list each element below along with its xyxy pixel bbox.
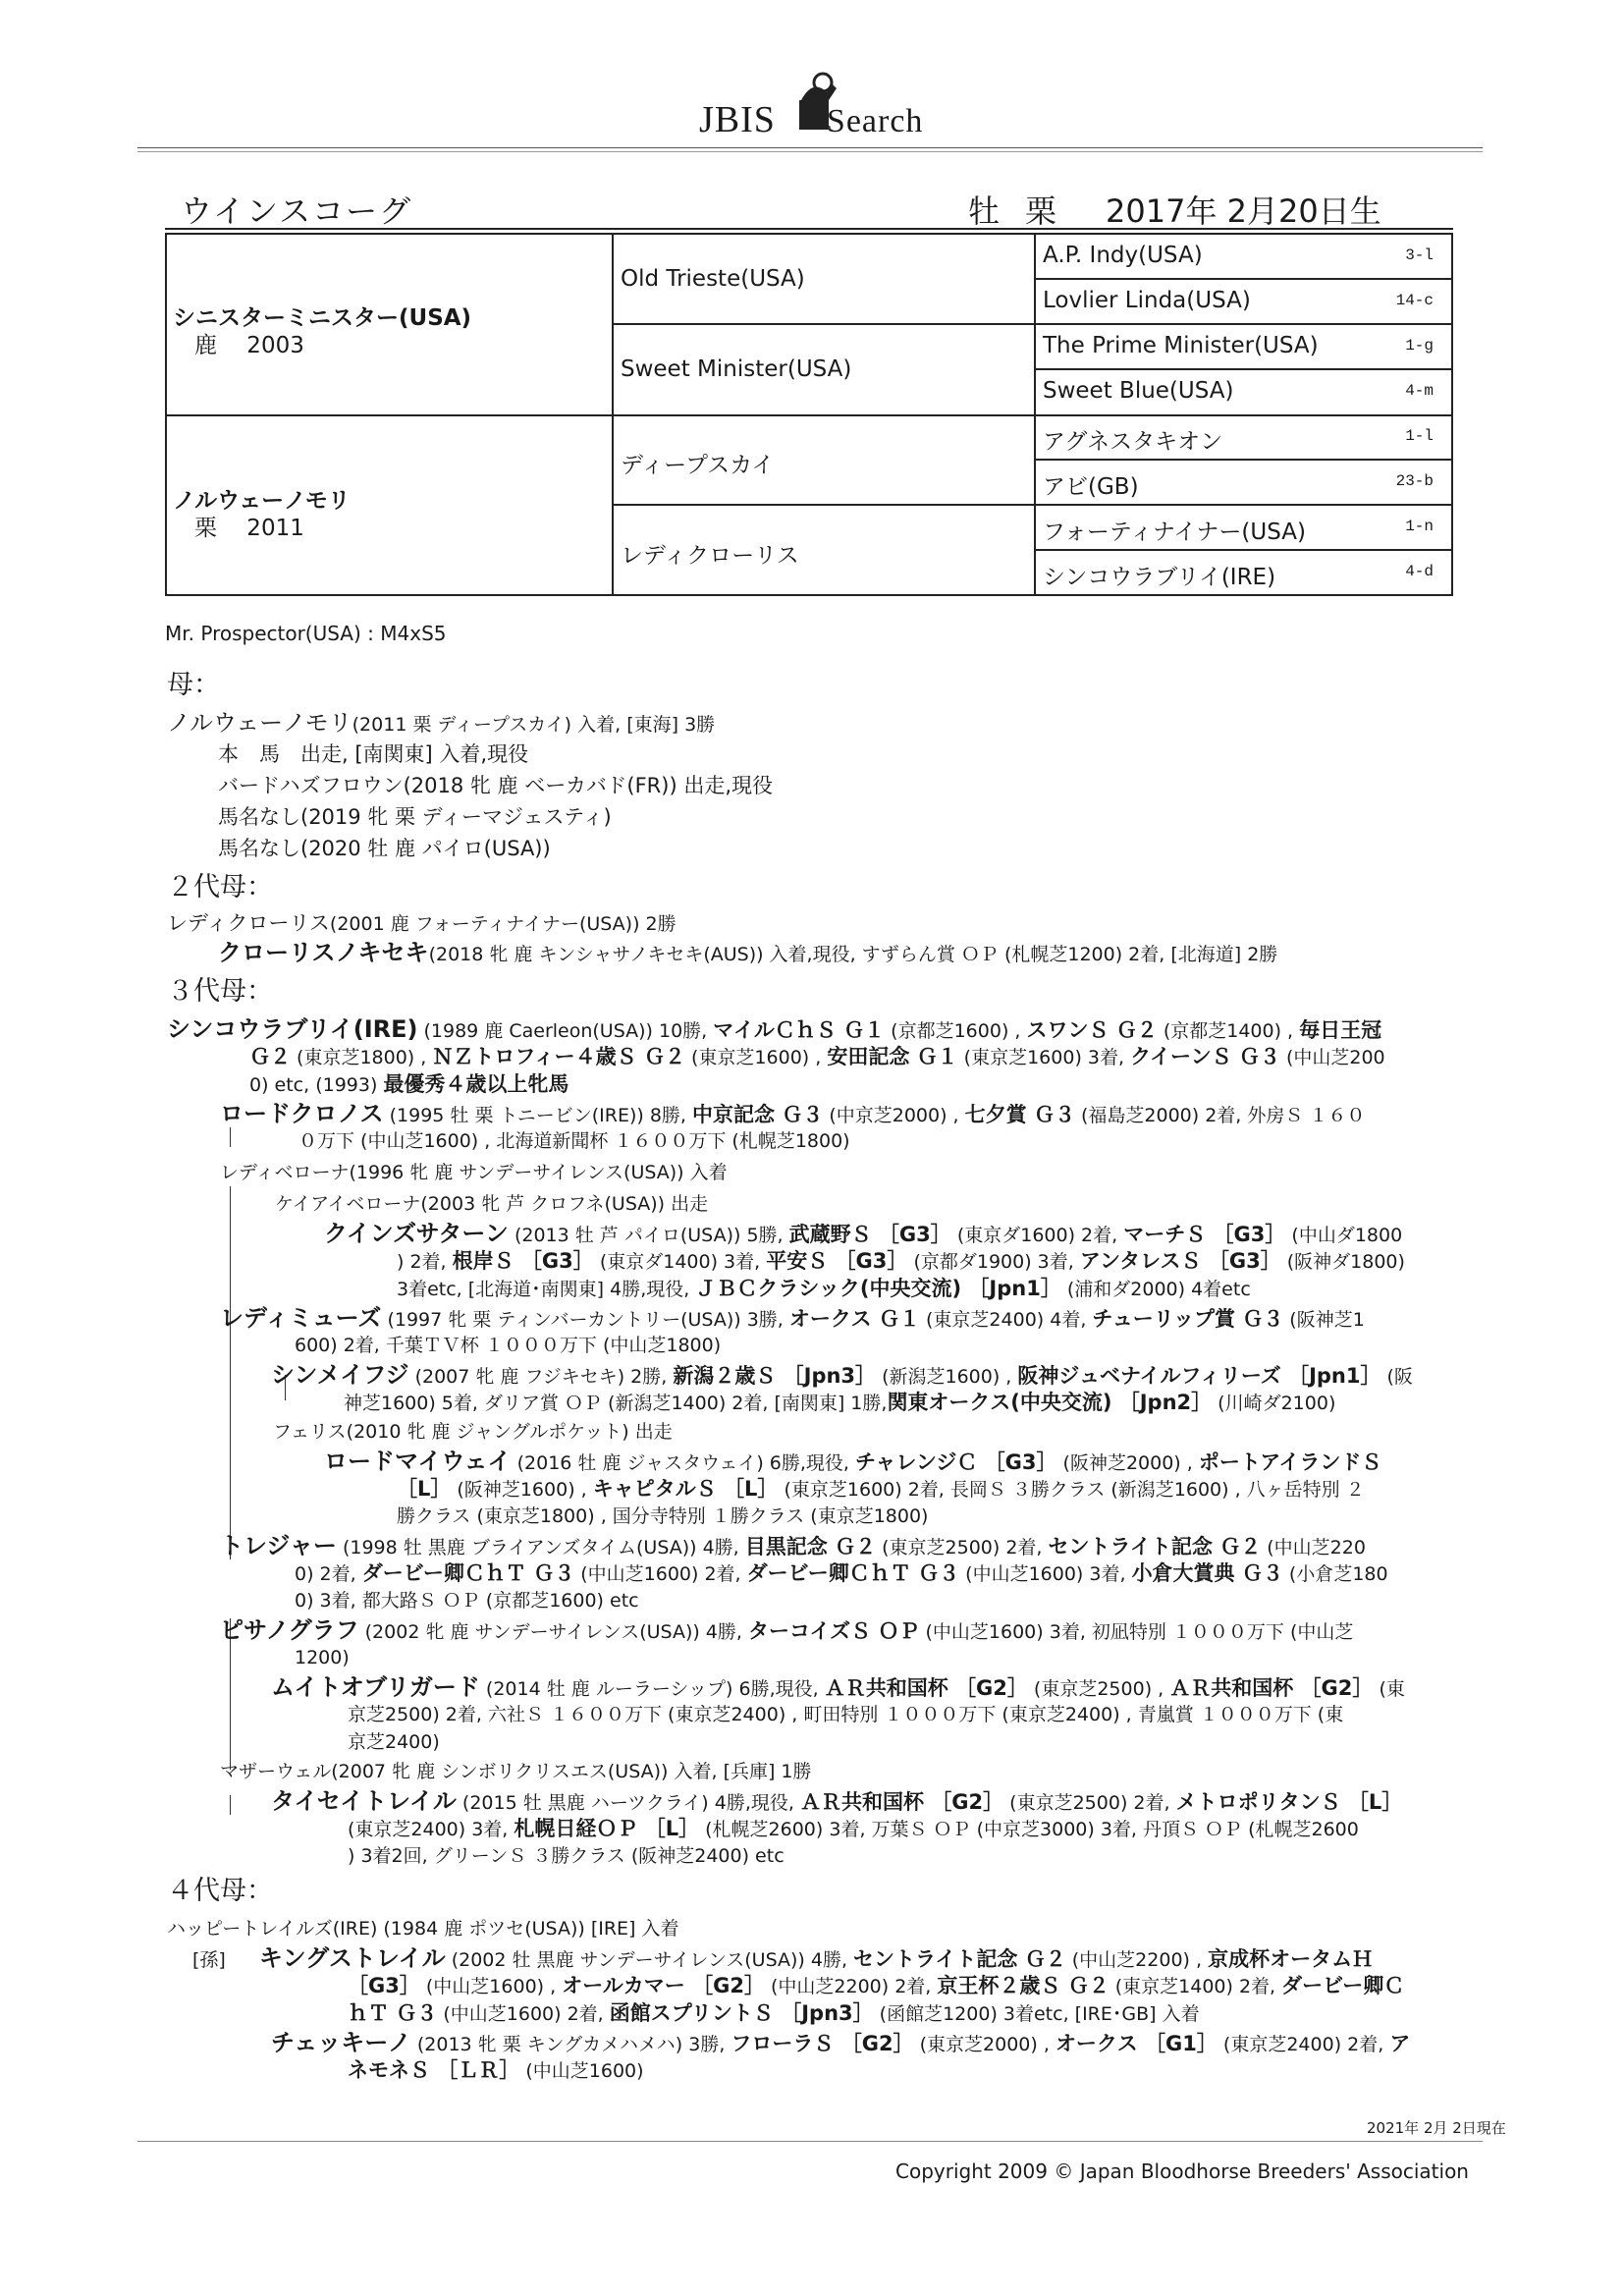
family-number: 1-g: [1405, 337, 1434, 355]
logo-text-search: Search: [826, 103, 924, 139]
family-line: ハッピートレイルズ(IRE) (1984 鹿 ポツセ(USA)) [IRE] 入着: [167, 1918, 679, 1940]
section-dam: 母：: [167, 670, 220, 700]
ped-row-divider: [167, 414, 1451, 416]
ped-gen3: [1043, 378, 1445, 404]
family-line: ムイトオブリガード (2014 牡 鹿 ルーラーシップ) 6勝,現役, ＡＲ共和国杯 ［G2］ (東京芝2500) , ＡＲ共和国杯 ［G2］ (東: [271, 1673, 1405, 1701]
ped-row-divider: [614, 504, 1451, 506]
ped-row-divider: [1036, 368, 1451, 370]
dam-info: 栗 2011: [194, 516, 304, 541]
family-line: レディクローリス(2001 鹿 フォーティナイナー(USA)) 2勝: [167, 911, 677, 935]
dam-name: ノルウェーノモリ: [173, 488, 351, 514]
horse-sex: 牡: [968, 192, 1001, 230]
sire-info: 鹿 2003: [194, 333, 304, 358]
family-line: 0) 2着, ダービー卿ＣｈＴ Ｇ３ (中山芝1600) 2着, ダービー卿ＣｈＴ Ｇ３ (中山芝1600) 3着, 小倉大賞典 Ｇ３ (小倉芝180: [295, 1561, 1388, 1585]
family-line: シンメイフジ (2007 牝 鹿 フジキセキ) 2勝, 新潟２歳Ｓ ［Jpn3］ (新潟芝1600) , 阪神ジュベナイルフィリーズ ［Jpn1］ (阪: [271, 1361, 1413, 1389]
family-line: 勝クラス (東京芝1800) , 国分寺特別 １勝クラス (東京芝1800): [397, 1505, 929, 1527]
logo-wordmark: [699, 98, 923, 141]
family-line: クインズサターン (2013 牡 芦 パイロ(USA)) 5勝, 武蔵野Ｓ ［G3］ (東京ダ1600) 2着, マーチＳ ［G3］ (中山ダ1800: [324, 1220, 1403, 1247]
family-line: ［L］ (阪神芝1600) , キャピタルＳ ［L］ (東京芝1600) 2着, 長岡Ｓ ３勝クラス (新潟芝1600) , 八ヶ岳特別 ２: [397, 1477, 1365, 1501]
jbis-search-logo: [699, 61, 945, 149]
family-line: クローリスノキセキ(2018 牝 鹿 キンシャサノキセキ(AUS)) 入着,現役, すずらん賞 ＯＰ (札幌芝1200) 2着, [北海道] 2勝: [218, 939, 1278, 966]
family-line: 0) 3着, 都大路Ｓ ＯＰ (京都芝1600) etc: [295, 1590, 639, 1612]
ped-row-divider: [1036, 278, 1451, 280]
section-3rd-dam: ３代母：: [167, 976, 273, 1007]
ped-gen3-name: アビ(GB): [1043, 474, 1139, 500]
family-line: ０万下 (中山芝1600) , 北海道新聞杯 １６００万下 (札幌芝1800): [298, 1130, 850, 1152]
family-line: レディミューズ (1997 牝 栗 ティンバーカントリー(USA)) 3勝, オークス Ｇ１ (東京芝2400) 4着, チューリップ賞 Ｇ３ (阪神芝1: [220, 1304, 1365, 1332]
family-line: 3着etc, [北海道･南関東] 4勝,現役, ＪＢＣクラシック(中央交流) ［Jpn1］ (浦和ダ2000) 4着etc: [397, 1277, 1251, 1300]
family-line: バードハズフロウン(2018 牝 鹿 ベーカバド(FR)) 出走,現役: [218, 774, 773, 797]
family-line: レディベローナ(1996 牝 鹿 サンデーサイレンス(USA)) 入着: [220, 1162, 728, 1183]
section-2nd-dam: ２代母：: [167, 872, 273, 902]
as-of-date: 2021年 2月 2日現在: [1367, 2119, 1506, 2137]
horse-birth: 2017年 2月20日生: [1106, 192, 1381, 230]
name-rule: [165, 228, 1453, 230]
family-line: ) 2着, 根岸Ｓ ［G3］ (東京ダ1400) 3着, 平安Ｓ ［G3］ (京都ダ1900) 3着, アンタレスＳ ［G3］ (阪神ダ1800): [397, 1249, 1405, 1273]
family-line: ロードクロノス (1995 牡 栗 トニービン(IRE)) 8勝, 中京記念 Ｇ３ (中京芝2000) , 七夕賞 Ｇ３ (福島芝2000) 2着, 外房Ｓ １６０: [220, 1100, 1366, 1127]
family-line: マザーウェル(2007 牝 鹿 シンボリクリスエス(USA)) 入着, [兵庫] 1勝: [220, 1761, 812, 1782]
family-line: [孫] キングストレイル (2002 牡 黒鹿 サンデーサイレンス(USA)) 4勝, セントライト記念 Ｇ２ (中山芝2200) , 京成杯オータムＨ: [192, 1944, 1374, 1972]
family-number: 3-l: [1405, 246, 1434, 264]
family-line: ｈＴ Ｇ３ (中山芝1600) 2着, 函館スプリントＳ ［Jpn3］ (函館芝1200) 3着etc, [IRE･GB] 入着: [348, 2001, 1200, 2025]
logo-text-jbis: JBIS: [699, 99, 776, 140]
ped-gen3: [1043, 514, 1445, 546]
family-line: 1200): [295, 1647, 350, 1668]
family-line: ノルウェーノモリ(2011 栗 ディープスカイ) 入着, [東海] 3勝: [167, 709, 716, 737]
family-line: ケイアイベローナ(2003 牝 芦 クロフネ(USA)) 出走: [275, 1193, 709, 1215]
family-line: ロードマイウェイ (2016 牡 鹿 ジャスタウェイ) 6勝,現役, チャレンジＣ ［G3］ (阪神芝2000) , ポートアイランドＳ: [324, 1448, 1382, 1475]
family-line: シンコウラブリイ(IRE) (1989 鹿 Caerleon(USA)) 10勝, マイルＣｈＳ Ｇ１ (京都芝1600) , スワンＳ Ｇ２ (京都芝1400) , 毎日王冠: [167, 1015, 1382, 1043]
tree-line: [230, 1127, 231, 1147]
inbreeding-note: Mr. Prospector(USA) : M4xS5: [165, 622, 447, 645]
horse-name: ウインスコーグ: [181, 192, 413, 230]
ped-gen2: ディープスカイ: [621, 453, 775, 478]
ped-gen3: [1043, 468, 1445, 501]
ped-row-divider: [614, 323, 1451, 325]
family-line: 神芝1600) 5着, ダリア賞 ＯＰ (新潟芝1400) 2着, [南関東] 1勝,関東オークス(中央交流) ［Jpn2］ (川崎ダ2100): [344, 1391, 1336, 1414]
ped-gen3: [1043, 288, 1445, 313]
family-line: 馬名なし(2020 牡 鹿 パイロ(USA)): [218, 837, 551, 860]
family-line: 600) 2着, 千葉ＴＶ杯 １０００万下 (中山芝1800): [295, 1335, 722, 1356]
ped-row-divider: [1036, 549, 1451, 551]
sire-name: シニスターミニスター(USA): [173, 305, 472, 331]
tree-line: [230, 1186, 231, 1559]
section-4th-dam: ４代母：: [167, 1876, 273, 1906]
family-line: ネモネＳ ［ＬＲ］ (中山芝1600): [348, 2058, 644, 2082]
family-line: ピサノグラフ (2002 牝 鹿 サンデーサイレンス(USA)) 4勝, ターコイズＳ ＯＰ (中山芝1600) 3着, 初凪特別 １０００万下 (中山芝: [220, 1616, 1354, 1644]
family-line: タイセイトレイル (2015 牡 黒鹿 ハーツクライ) 4勝,現役, ＡＲ共和国杯 ［G2］ (東京芝2500) 2着, メトロポリタンＳ ［L］: [271, 1787, 1403, 1815]
family-line: トレジャー (1998 牡 黒鹿 ブライアンズタイム(USA)) 4勝, 目黒記念 Ｇ２ (東京芝2500) 2着, セントライト記念 Ｇ２ (中山芝220: [220, 1532, 1366, 1559]
family-line: フェリス(2010 牝 鹿 ジャングルポケット) 出走: [273, 1421, 673, 1443]
family-line: 馬名なし(2019 牝 栗 ディーマジェスティ): [218, 805, 612, 829]
horse-info: [968, 187, 1381, 232]
family-line: Ｇ２ (東京芝1800) , ＮＺトロフィー４歳Ｓ Ｇ２ (東京芝1600) , 安田記念 Ｇ１ (東京芝1600) 3着, クイーンＳ Ｇ３ (中山芝200: [249, 1045, 1385, 1068]
family-number: 1-l: [1405, 427, 1434, 445]
ped-gen3-name: フォーティナイナー(USA): [1043, 519, 1306, 545]
ped-gen3-name: The Prime Minister(USA): [1043, 333, 1319, 358]
ped-gen3: [1043, 243, 1445, 268]
ped-gen3-name: Sweet Blue(USA): [1043, 378, 1234, 404]
header-rule: [137, 147, 1483, 148]
family-line: (東京芝2400) 3着, 札幌日経ＯＰ ［L］ (札幌芝2600) 3着, 万葉Ｓ ＯＰ (中京芝3000) 3着, 丹頂Ｓ ＯＰ (札幌芝2600: [348, 1817, 1359, 1840]
family-line: チェッキーノ (2013 牝 栗 キングカメハメハ) 3勝, フローラＳ ［G2］ (東京芝2000) , オークス ［G1］ (東京芝2400) 2着, ア: [271, 2029, 1411, 2056]
ped-gen2: Old Trieste(USA): [621, 266, 805, 292]
ped-gen3: [1043, 333, 1445, 358]
family-number: 23-b: [1395, 472, 1434, 490]
family-line: ) 3着2回, グリーンＳ ３勝クラス (阪神芝2400) etc: [348, 1845, 785, 1867]
pedigree-table: [165, 233, 1453, 596]
header-rule-thin: [137, 151, 1483, 152]
ped-gen3-name: A.P. Indy(USA): [1043, 243, 1203, 268]
family-number: 1-n: [1405, 518, 1434, 535]
ped-gen2: レディクローリス: [621, 543, 799, 569]
family-line: 京芝2500) 2着, 六社Ｓ １６００万下 (東京芝2400) , 町田特別 １０００万下 (東京芝2400) , 青嵐賞 １０００万下 (東: [348, 1704, 1344, 1725]
horse-color: 栗: [1025, 192, 1057, 230]
family-line: 京芝2400): [348, 1731, 440, 1753]
family-line: ［G3］ (中山芝1600) , オールカマー ［G2］ (中山芝2200) 2着, 京王杯２歳Ｓ Ｇ２ (東京芝1400) 2着, ダービー卿Ｃ: [348, 1974, 1405, 1997]
family-number: 4-d: [1405, 563, 1434, 580]
ped-gen3: [1043, 559, 1445, 591]
ped-gen3-name: アグネスタキオン: [1043, 429, 1223, 455]
ped-gen3-name: シンコウラブリイ(IRE): [1043, 565, 1276, 590]
copyright: Copyright 2009 © Japan Bloodhorse Breeders' Association: [895, 2159, 1469, 2183]
ped-row-divider: [1036, 459, 1451, 461]
ped-gen3-name: Lovlier Linda(USA): [1043, 288, 1251, 313]
ped-gen3: [1043, 423, 1445, 456]
ped-gen2: Sweet Minister(USA): [621, 356, 852, 382]
family-number: 4-m: [1405, 382, 1434, 400]
family-number: 14-c: [1395, 292, 1434, 309]
tree-line: [230, 1795, 231, 1815]
footer-rule: [137, 2141, 1483, 2142]
family-line: 0) etc, (1993) 最優秀４歳以上牝馬: [249, 1072, 569, 1096]
family-line: 本 馬 出走, [南関東] 入着,現役: [218, 742, 529, 766]
